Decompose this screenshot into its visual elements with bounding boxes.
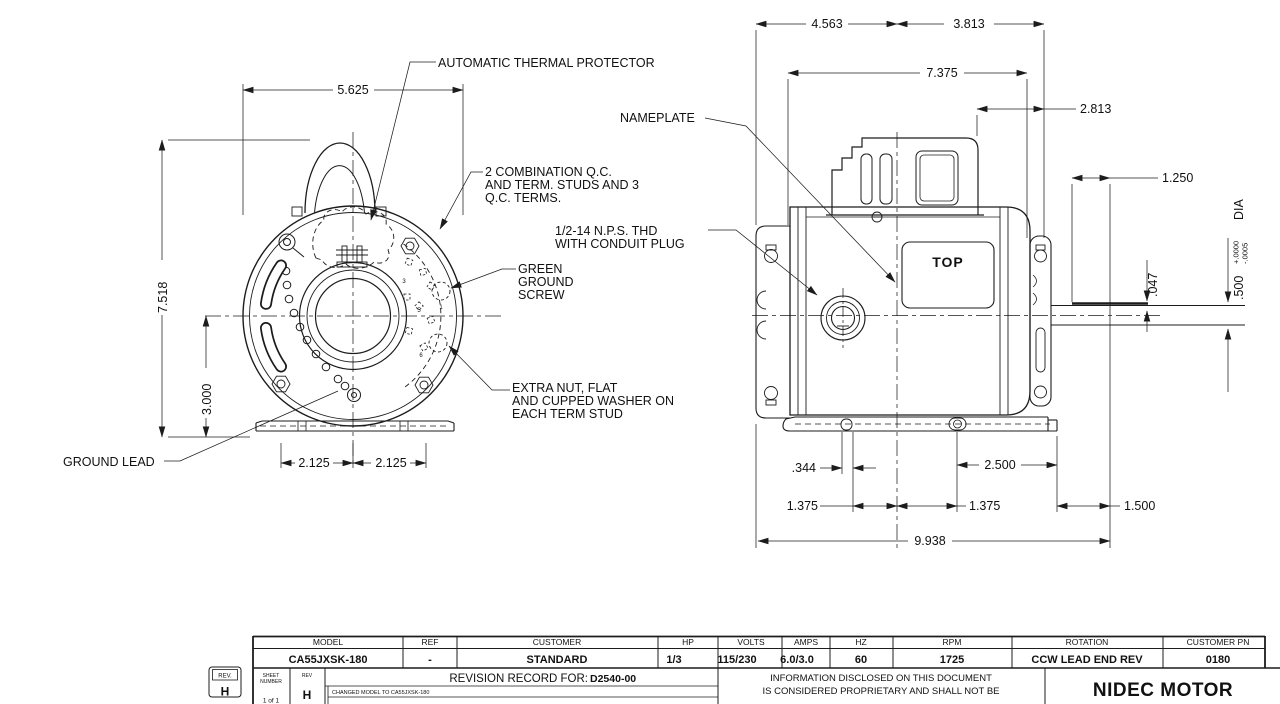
dim-shaft-extension (1057, 499, 1155, 513)
dim-frame-length (788, 66, 1027, 238)
terminal-digit: 6 (419, 353, 423, 359)
svg-text:7.518: 7.518 (156, 281, 170, 313)
svg-text:WITH CONDUIT PLUG: WITH CONDUIT PLUG (555, 237, 685, 251)
front-callouts (63, 56, 674, 469)
col-header: CUSTOMER PN (1186, 637, 1250, 647)
rev-value: H (302, 688, 312, 702)
svg-text:.047: .047 (1146, 272, 1160, 297)
col-header: REF (421, 637, 439, 647)
svg-text:.500: .500 (1232, 275, 1246, 300)
nameplate-callout: NAMEPLATE (620, 111, 695, 125)
green-ground-screw-target (432, 282, 450, 300)
col-header: RPM (942, 637, 962, 647)
title-block-headers (313, 637, 1249, 647)
amps-value: 6.0/3.0 (780, 654, 814, 666)
svg-text:NUMBER: NUMBER (260, 679, 282, 685)
col-header: CUSTOMER (532, 637, 582, 647)
svg-text:1.375: 1.375 (786, 499, 818, 513)
rpm-value: 1725 (939, 654, 965, 666)
terminal-digit: 5 (417, 308, 421, 314)
front-base (256, 421, 454, 431)
col-header: VOLTS (737, 637, 765, 647)
dim-side-top (756, 17, 1044, 238)
svg-text:AND TERM. STUDS AND 3: AND TERM. STUDS AND 3 (485, 178, 639, 192)
side-base (783, 417, 1057, 431)
svg-text:1/2-14 N.P.S. THD: 1/2-14 N.P.S. THD (555, 224, 658, 238)
title-block-values (289, 654, 1231, 666)
ref-value: - (428, 654, 432, 666)
svg-text:2.125: 2.125 (375, 456, 407, 470)
customer-value: STANDARD (526, 654, 588, 666)
hp-value: 1/3 (666, 654, 682, 666)
hz-value: 60 (854, 654, 868, 666)
back-end-cap (756, 226, 790, 418)
svg-text:5.625: 5.625 (337, 83, 369, 97)
rev-badge (209, 667, 241, 699)
col-header: MODEL (312, 637, 344, 647)
svg-text:1.250: 1.250 (1162, 171, 1194, 185)
badge-rev-label: REV. (218, 673, 232, 680)
revision-record-title: REVISION RECORD FOR: (449, 673, 588, 685)
col-header: HZ (855, 637, 867, 647)
svg-text:1.375: 1.375 (969, 499, 1001, 513)
nameplate (902, 242, 994, 308)
terminal-digit: 1 (439, 305, 443, 311)
rotation-value: CCW LEAD END REV (1031, 654, 1143, 666)
company-name: NIDEC MOTOR (1092, 680, 1234, 701)
svg-text:4.563: 4.563 (811, 17, 843, 31)
svg-text:GROUND: GROUND (518, 275, 574, 289)
thermal-callout: AUTOMATIC THERMAL PROTECTOR (438, 56, 655, 70)
svg-text:7.375: 7.375 (926, 66, 958, 80)
terminal-digit: 3 (402, 279, 406, 285)
svg-text:2 COMBINATION Q.C.: 2 COMBINATION Q.C. (485, 165, 612, 179)
side-view (555, 17, 1250, 552)
dim-shaft-dia (1228, 199, 1250, 393)
proprietary-notice: INFORMATION DISCLOSED ON THIS DOCUMENT (770, 673, 992, 684)
dim-front-feet (281, 443, 426, 470)
svg-text:.344: .344 (791, 461, 816, 475)
ground-lead-callout: GROUND LEAD (63, 455, 155, 469)
svg-text:1.500: 1.500 (1124, 499, 1156, 513)
front-view (63, 56, 674, 470)
dim-flat-length (1072, 171, 1193, 548)
model-value: CA55JXSK-180 (288, 654, 368, 666)
svg-text:SCREW: SCREW (518, 288, 565, 302)
revision-entry: CHANGED MODEL TO CA55JXSK-180 (332, 690, 430, 696)
svg-text:9.938: 9.938 (914, 534, 946, 548)
svg-text:2.500: 2.500 (984, 458, 1016, 472)
svg-text:IS CONSIDERED PROPRIETARY AND: IS CONSIDERED PROPRIETARY AND SHALL NOT BE (762, 686, 1000, 697)
volts-value: 115/230 (717, 654, 757, 666)
dim-flat-depth (1146, 260, 1160, 332)
dim-slot-centers (787, 432, 1001, 513)
svg-text:AND CUPPED WASHER ON: AND CUPPED WASHER ON (512, 394, 675, 408)
revision-record-doc: D2540-00 (590, 673, 637, 685)
sheet-number-label: SHEET (262, 673, 280, 679)
svg-text:DIA: DIA (1232, 199, 1246, 220)
svg-text:3.000: 3.000 (200, 383, 214, 415)
title-block (209, 636, 1280, 704)
svg-text:EXTRA NUT, FLAT: EXTRA NUT, FLAT (512, 381, 618, 395)
svg-text:2.813: 2.813 (1080, 102, 1112, 116)
svg-text:3.813: 3.813 (953, 17, 985, 31)
revision-strip (260, 673, 1233, 704)
junction-box (826, 138, 984, 222)
col-header: ROTATION (1065, 637, 1109, 647)
badge-rev-value: H (220, 684, 230, 699)
col-header: AMPS (793, 637, 819, 647)
svg-text:+.0000: +.0000 (1231, 240, 1241, 264)
motor-body (790, 207, 1030, 415)
svg-text:-.0005: -.0005 (1240, 242, 1250, 264)
svg-text:EACH TERM STUD: EACH TERM STUD (512, 407, 623, 421)
front-bracket (1030, 236, 1051, 406)
customer-pn-value: 0180 (1205, 654, 1231, 666)
svg-text:Q.C. TERMS.: Q.C. TERMS. (485, 191, 562, 205)
svg-text:2.125: 2.125 (298, 456, 330, 470)
top-marking: TOP (932, 254, 964, 270)
sheet-number-value: 1 of 1 (262, 697, 280, 704)
svg-text:GREEN: GREEN (518, 262, 563, 276)
clamp-ear-left (292, 207, 302, 216)
rev-label: REV (301, 673, 313, 679)
shaft (1051, 304, 1245, 326)
dim-front-center-height (200, 316, 214, 437)
col-header: HP (682, 637, 694, 647)
side-callouts (555, 111, 895, 295)
